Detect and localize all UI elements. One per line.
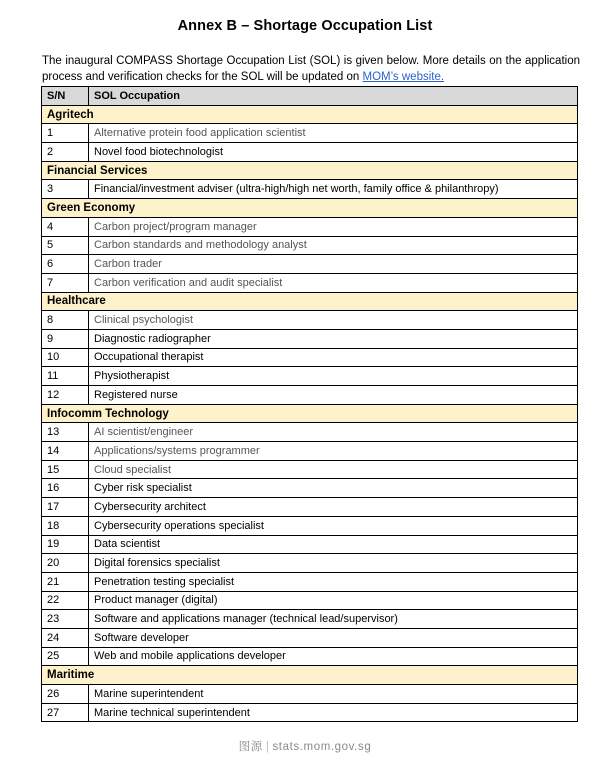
- source-domain: stats.mom.gov.sg: [272, 741, 372, 753]
- category-label: Healthcare: [42, 292, 578, 311]
- image-source-footer: [0, 738, 610, 754]
- table-row: [42, 386, 578, 405]
- category-label: Infocomm Technology: [42, 404, 578, 423]
- occupation-cell: Penetration testing specialist: [89, 572, 578, 591]
- table-row: [42, 143, 578, 162]
- occupation-cell: Software and applications manager (technical lead/supervisor): [89, 610, 578, 629]
- serial-number-cell: 7: [42, 273, 89, 292]
- serial-number-cell: 3: [42, 180, 89, 199]
- occupation-cell: Digital forensics specialist: [89, 554, 578, 573]
- table-row: [42, 610, 578, 629]
- serial-number-cell: 19: [42, 535, 89, 554]
- occupation-cell: Cybersecurity operations specialist: [89, 516, 578, 535]
- table-row: [42, 273, 578, 292]
- table-body: [42, 105, 578, 722]
- table-row: [42, 516, 578, 535]
- column-header-occupation: SOL Occupation: [89, 87, 578, 106]
- occupation-cell: Marine superintendent: [89, 685, 578, 704]
- occupation-cell: Financial/investment adviser (ultra-high/high net worth, family office & philanthropy): [89, 180, 578, 199]
- mom-website-link[interactable]: MOM’s website.: [362, 71, 445, 83]
- occupation-cell: Software developer: [89, 628, 578, 647]
- serial-number-cell: 18: [42, 516, 89, 535]
- serial-number-cell: 22: [42, 591, 89, 610]
- category-row: [42, 199, 578, 218]
- occupation-cell: Carbon verification and audit specialist: [89, 273, 578, 292]
- table-row: [42, 647, 578, 666]
- serial-number-cell: 17: [42, 498, 89, 517]
- table-row: [42, 124, 578, 143]
- category-label: Green Economy: [42, 199, 578, 218]
- category-row: [42, 666, 578, 685]
- table-row: [42, 572, 578, 591]
- serial-number-cell: 27: [42, 703, 89, 722]
- occupation-cell: Carbon standards and methodology analyst: [89, 236, 578, 255]
- serial-number-cell: 23: [42, 610, 89, 629]
- intro-text: The inaugural COMPASS Shortage Occupation List (SOL) is given below. More details on the application process and verification checks for the SOL will be updated on: [42, 55, 580, 83]
- footer-separator: |: [265, 741, 270, 753]
- table-header-row: [42, 87, 578, 106]
- table-row: [42, 329, 578, 348]
- occupation-cell: Physiotherapist: [89, 367, 578, 386]
- table-row: [42, 591, 578, 610]
- occupation-cell: Cloud specialist: [89, 460, 578, 479]
- serial-number-cell: 6: [42, 255, 89, 274]
- serial-number-cell: 2: [42, 143, 89, 162]
- occupation-cell: Diagnostic radiographer: [89, 329, 578, 348]
- serial-number-cell: 8: [42, 311, 89, 330]
- occupation-cell: Carbon project/program manager: [89, 217, 578, 236]
- category-label: Maritime: [42, 666, 578, 685]
- category-row: [42, 404, 578, 423]
- serial-number-cell: 16: [42, 479, 89, 498]
- table-row: [42, 628, 578, 647]
- occupation-cell: Registered nurse: [89, 386, 578, 405]
- table-row: [42, 367, 578, 386]
- intro-paragraph: [42, 53, 580, 85]
- occupation-cell: Occupational therapist: [89, 348, 578, 367]
- serial-number-cell: 20: [42, 554, 89, 573]
- occupation-cell: Novel food biotechnologist: [89, 143, 578, 162]
- page-title: Annex B – Shortage Occupation List: [177, 18, 433, 34]
- serial-number-cell: 13: [42, 423, 89, 442]
- serial-number-cell: 5: [42, 236, 89, 255]
- table-row: [42, 348, 578, 367]
- table-row: [42, 685, 578, 704]
- table-row: [42, 479, 578, 498]
- occupation-cell: Applications/systems programmer: [89, 442, 578, 461]
- table-row: [42, 423, 578, 442]
- occupation-cell: AI scientist/engineer: [89, 423, 578, 442]
- serial-number-cell: 10: [42, 348, 89, 367]
- serial-number-cell: 26: [42, 685, 89, 704]
- serial-number-cell: 1: [42, 124, 89, 143]
- column-header-sn: S/N: [42, 87, 89, 106]
- occupation-cell: Web and mobile applications developer: [89, 647, 578, 666]
- occupation-cell: Cybersecurity architect: [89, 498, 578, 517]
- category-label: Agritech: [42, 105, 578, 124]
- source-label: 图源: [238, 741, 263, 753]
- category-label: Financial Services: [42, 161, 578, 180]
- table-row: [42, 554, 578, 573]
- occupation-cell: Alternative protein food application scientist: [89, 124, 578, 143]
- table-row: [42, 498, 578, 517]
- occupation-cell: Carbon trader: [89, 255, 578, 274]
- serial-number-cell: 21: [42, 572, 89, 591]
- table-row: [42, 180, 578, 199]
- category-row: [42, 105, 578, 124]
- table-row: [42, 535, 578, 554]
- serial-number-cell: 15: [42, 460, 89, 479]
- occupation-cell: Product manager (digital): [89, 591, 578, 610]
- category-row: [42, 161, 578, 180]
- table-row: [42, 217, 578, 236]
- shortage-occupation-table: [41, 86, 578, 722]
- serial-number-cell: 25: [42, 647, 89, 666]
- table-row: [42, 442, 578, 461]
- table-row: [42, 311, 578, 330]
- serial-number-cell: 24: [42, 628, 89, 647]
- serial-number-cell: 14: [42, 442, 89, 461]
- occupation-cell: Cyber risk specialist: [89, 479, 578, 498]
- serial-number-cell: 11: [42, 367, 89, 386]
- category-row: [42, 292, 578, 311]
- occupation-cell: Data scientist: [89, 535, 578, 554]
- table-row: [42, 255, 578, 274]
- occupation-cell: Marine technical superintendent: [89, 703, 578, 722]
- table-row: [42, 460, 578, 479]
- table-row: [42, 236, 578, 255]
- serial-number-cell: 9: [42, 329, 89, 348]
- table-row: [42, 703, 578, 722]
- serial-number-cell: 4: [42, 217, 89, 236]
- serial-number-cell: 12: [42, 386, 89, 405]
- occupation-cell: Clinical psychologist: [89, 311, 578, 330]
